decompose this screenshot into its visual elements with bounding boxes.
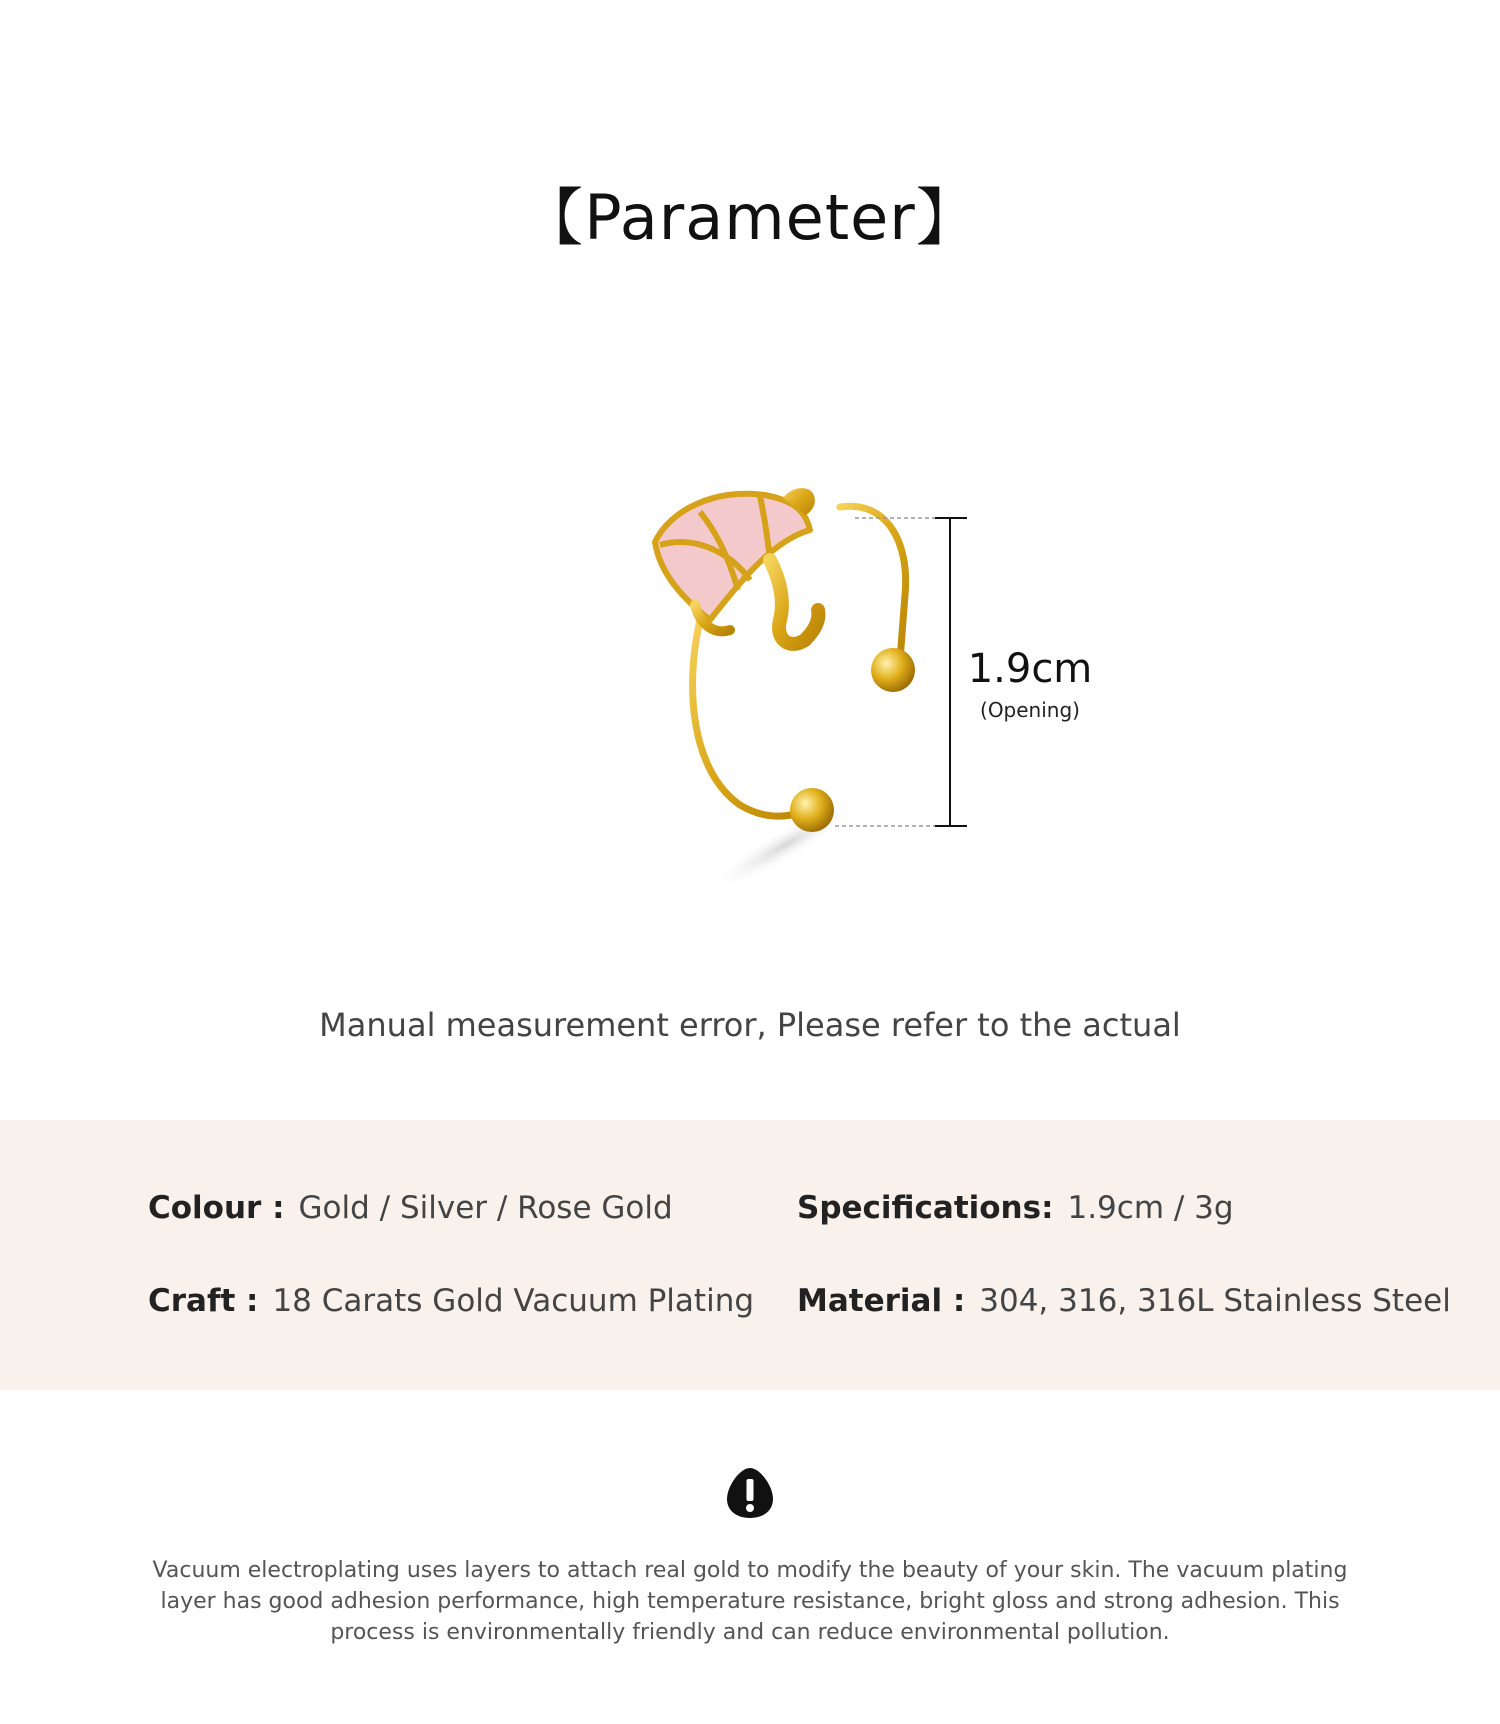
plating-notice: Vacuum electroplating uses layers to attach real gold to modify the beauty of your skin. The vacuum plating layer has good adhesion performance, high temperature resistance, bright gloss and strong adhesion. This process is environmentally friendly and can reduce environmental pollution. <box>152 1558 1348 1645</box>
spec-specifications-value: 1.9cm / 3g <box>1067 1190 1234 1226</box>
spec-specifications-label: Specifications: <box>797 1190 1054 1226</box>
spec-material-label: Material : <box>797 1283 966 1319</box>
spec-colour-label: Colour : <box>148 1190 285 1226</box>
spec-material <box>797 1283 1451 1319</box>
measurement-disclaimer: Manual measurement error, Please refer to the actual <box>319 1006 1181 1044</box>
spec-craft <box>148 1283 754 1319</box>
spec-craft-label: Craft : <box>148 1283 259 1319</box>
spec-material-value: 304, 316, 316L Stainless Steel <box>979 1283 1451 1319</box>
spec-panel <box>0 1120 1500 1390</box>
page-title: 【Parameter】 <box>521 181 979 254</box>
spec-colour-value: Gold / Silver / Rose Gold <box>298 1190 673 1226</box>
spec-colour <box>148 1190 673 1226</box>
exclamation-icon <box>725 1466 775 1520</box>
spec-craft-value: 18 Carats Gold Vacuum Plating <box>272 1283 755 1319</box>
opening-size-note: (Opening) <box>980 698 1080 722</box>
opening-size-value: 1.9cm <box>967 646 1093 692</box>
spec-specifications <box>797 1190 1234 1226</box>
